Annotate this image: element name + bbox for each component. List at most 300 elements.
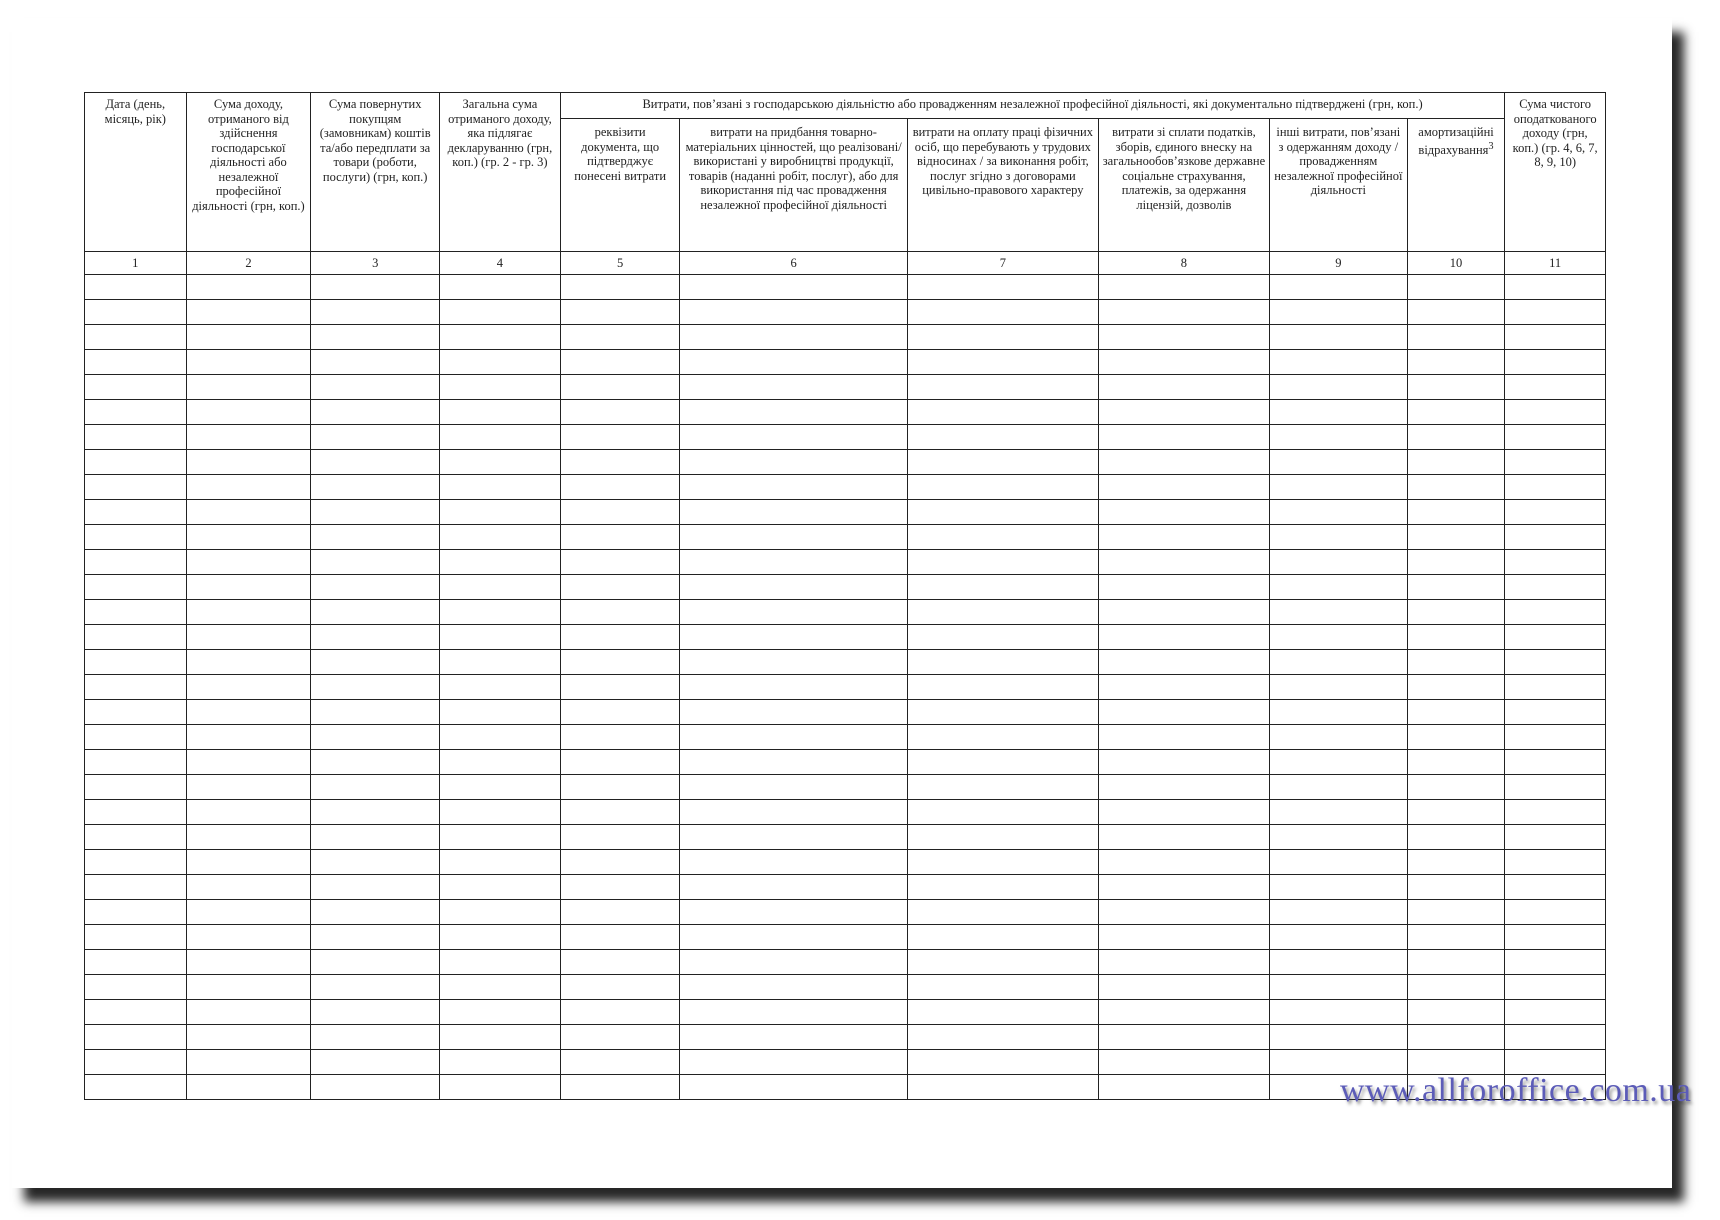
- table-cell[interactable]: [560, 850, 680, 875]
- table-cell[interactable]: [1269, 750, 1407, 775]
- table-cell[interactable]: [311, 800, 440, 825]
- table-cell[interactable]: [1505, 375, 1606, 400]
- table-cell[interactable]: [1407, 700, 1505, 725]
- table-cell[interactable]: [311, 400, 440, 425]
- table-cell[interactable]: [1407, 1050, 1505, 1075]
- table-cell[interactable]: [1505, 975, 1606, 1000]
- table-cell[interactable]: [560, 700, 680, 725]
- table-cell[interactable]: [680, 950, 907, 975]
- table-cell[interactable]: [85, 725, 187, 750]
- table-cell[interactable]: [85, 850, 187, 875]
- table-cell[interactable]: [1505, 950, 1606, 975]
- table-cell[interactable]: [680, 275, 907, 300]
- table-cell[interactable]: [1407, 375, 1505, 400]
- table-cell[interactable]: [186, 550, 311, 575]
- table-cell[interactable]: [1407, 525, 1505, 550]
- table-cell[interactable]: [907, 650, 1098, 675]
- table-cell[interactable]: [186, 1075, 311, 1100]
- table-cell[interactable]: [1505, 575, 1606, 600]
- table-cell[interactable]: [311, 500, 440, 525]
- table-cell[interactable]: [186, 725, 311, 750]
- table-cell[interactable]: [311, 300, 440, 325]
- table-cell[interactable]: [680, 750, 907, 775]
- table-cell[interactable]: [560, 375, 680, 400]
- table-cell[interactable]: [560, 475, 680, 500]
- table-cell[interactable]: [1505, 625, 1606, 650]
- table-cell[interactable]: [85, 575, 187, 600]
- table-cell[interactable]: [440, 875, 561, 900]
- table-cell[interactable]: [311, 825, 440, 850]
- table-cell[interactable]: [85, 450, 187, 475]
- table-cell[interactable]: [440, 975, 561, 1000]
- table-cell[interactable]: [311, 1025, 440, 1050]
- table-cell[interactable]: [1098, 1075, 1269, 1100]
- table-cell[interactable]: [560, 275, 680, 300]
- table-cell[interactable]: [85, 1050, 187, 1075]
- table-cell[interactable]: [1505, 700, 1606, 725]
- table-cell[interactable]: [907, 975, 1098, 1000]
- table-cell[interactable]: [1505, 750, 1606, 775]
- table-cell[interactable]: [907, 1075, 1098, 1100]
- table-cell[interactable]: [440, 850, 561, 875]
- table-cell[interactable]: [85, 525, 187, 550]
- table-cell[interactable]: [186, 475, 311, 500]
- table-cell[interactable]: [1407, 1000, 1505, 1025]
- table-cell[interactable]: [560, 875, 680, 900]
- table-cell[interactable]: [1407, 575, 1505, 600]
- table-cell[interactable]: [1407, 850, 1505, 875]
- table-cell[interactable]: [680, 800, 907, 825]
- table-cell[interactable]: [85, 800, 187, 825]
- table-cell[interactable]: [907, 900, 1098, 925]
- table-cell[interactable]: [1269, 975, 1407, 1000]
- table-cell[interactable]: [1407, 950, 1505, 975]
- table-cell[interactable]: [1407, 675, 1505, 700]
- table-cell[interactable]: [1407, 300, 1505, 325]
- table-cell[interactable]: [1505, 450, 1606, 475]
- table-cell[interactable]: [907, 300, 1098, 325]
- table-cell[interactable]: [680, 900, 907, 925]
- table-cell[interactable]: [311, 975, 440, 1000]
- table-cell[interactable]: [440, 950, 561, 975]
- table-cell[interactable]: [85, 750, 187, 775]
- table-cell[interactable]: [907, 675, 1098, 700]
- table-cell[interactable]: [85, 875, 187, 900]
- table-cell[interactable]: [186, 575, 311, 600]
- table-cell[interactable]: [186, 1000, 311, 1025]
- table-cell[interactable]: [1098, 775, 1269, 800]
- table-cell[interactable]: [680, 1050, 907, 1075]
- table-cell[interactable]: [1505, 400, 1606, 425]
- table-cell[interactable]: [560, 675, 680, 700]
- table-cell[interactable]: [440, 475, 561, 500]
- table-cell[interactable]: [1098, 475, 1269, 500]
- table-cell[interactable]: [1098, 375, 1269, 400]
- table-cell[interactable]: [1269, 500, 1407, 525]
- table-cell[interactable]: [1505, 300, 1606, 325]
- table-cell[interactable]: [1098, 325, 1269, 350]
- table-cell[interactable]: [186, 525, 311, 550]
- table-cell[interactable]: [85, 1025, 187, 1050]
- table-cell[interactable]: [440, 725, 561, 750]
- table-cell[interactable]: [1407, 825, 1505, 850]
- table-cell[interactable]: [907, 850, 1098, 875]
- table-cell[interactable]: [186, 450, 311, 475]
- table-cell[interactable]: [440, 650, 561, 675]
- table-cell[interactable]: [440, 425, 561, 450]
- table-cell[interactable]: [907, 400, 1098, 425]
- table-cell[interactable]: [440, 675, 561, 700]
- table-cell[interactable]: [1505, 550, 1606, 575]
- table-cell[interactable]: [440, 700, 561, 725]
- table-cell[interactable]: [1098, 500, 1269, 525]
- table-cell[interactable]: [85, 775, 187, 800]
- table-cell[interactable]: [1098, 450, 1269, 475]
- table-cell[interactable]: [1269, 325, 1407, 350]
- table-cell[interactable]: [680, 575, 907, 600]
- table-cell[interactable]: [311, 375, 440, 400]
- table-cell[interactable]: [560, 900, 680, 925]
- table-cell[interactable]: [1098, 525, 1269, 550]
- table-cell[interactable]: [1269, 675, 1407, 700]
- table-cell[interactable]: [311, 525, 440, 550]
- table-cell[interactable]: [680, 825, 907, 850]
- table-cell[interactable]: [1269, 575, 1407, 600]
- table-cell[interactable]: [311, 950, 440, 975]
- table-cell[interactable]: [680, 700, 907, 725]
- table-cell[interactable]: [1505, 875, 1606, 900]
- table-cell[interactable]: [1407, 600, 1505, 625]
- table-cell[interactable]: [186, 600, 311, 625]
- table-cell[interactable]: [311, 1000, 440, 1025]
- table-cell[interactable]: [186, 850, 311, 875]
- table-cell[interactable]: [680, 975, 907, 1000]
- table-cell[interactable]: [907, 725, 1098, 750]
- table-cell[interactable]: [85, 350, 187, 375]
- table-cell[interactable]: [1269, 950, 1407, 975]
- table-cell[interactable]: [1505, 475, 1606, 500]
- table-cell[interactable]: [1269, 625, 1407, 650]
- table-cell[interactable]: [440, 325, 561, 350]
- table-cell[interactable]: [85, 550, 187, 575]
- table-cell[interactable]: [1269, 375, 1407, 400]
- table-cell[interactable]: [907, 600, 1098, 625]
- table-cell[interactable]: [311, 700, 440, 725]
- table-cell[interactable]: [1407, 875, 1505, 900]
- table-cell[interactable]: [680, 400, 907, 425]
- table-cell[interactable]: [311, 750, 440, 775]
- table-cell[interactable]: [440, 1025, 561, 1050]
- table-cell[interactable]: [1407, 450, 1505, 475]
- table-cell[interactable]: [186, 400, 311, 425]
- table-cell[interactable]: [311, 625, 440, 650]
- table-cell[interactable]: [1505, 425, 1606, 450]
- table-cell[interactable]: [440, 575, 561, 600]
- table-cell[interactable]: [1505, 1050, 1606, 1075]
- table-cell[interactable]: [1269, 700, 1407, 725]
- table-cell[interactable]: [440, 1000, 561, 1025]
- table-cell[interactable]: [560, 650, 680, 675]
- table-cell[interactable]: [1098, 800, 1269, 825]
- table-cell[interactable]: [1098, 850, 1269, 875]
- table-cell[interactable]: [680, 525, 907, 550]
- table-cell[interactable]: [1407, 325, 1505, 350]
- table-cell[interactable]: [311, 1050, 440, 1075]
- table-cell[interactable]: [680, 675, 907, 700]
- table-cell[interactable]: [1098, 575, 1269, 600]
- table-cell[interactable]: [1407, 750, 1505, 775]
- table-cell[interactable]: [440, 1075, 561, 1100]
- table-cell[interactable]: [1269, 1050, 1407, 1075]
- table-cell[interactable]: [680, 1075, 907, 1100]
- table-cell[interactable]: [680, 875, 907, 900]
- table-cell[interactable]: [680, 550, 907, 575]
- table-cell[interactable]: [440, 525, 561, 550]
- table-cell[interactable]: [1269, 425, 1407, 450]
- table-cell[interactable]: [85, 700, 187, 725]
- table-cell[interactable]: [186, 300, 311, 325]
- table-cell[interactable]: [85, 900, 187, 925]
- table-cell[interactable]: [440, 775, 561, 800]
- table-cell[interactable]: [186, 875, 311, 900]
- table-cell[interactable]: [186, 950, 311, 975]
- table-cell[interactable]: [907, 925, 1098, 950]
- table-cell[interactable]: [907, 1050, 1098, 1075]
- table-cell[interactable]: [311, 600, 440, 625]
- table-cell[interactable]: [1098, 825, 1269, 850]
- table-cell[interactable]: [1098, 300, 1269, 325]
- table-cell[interactable]: [1269, 650, 1407, 675]
- table-cell[interactable]: [311, 550, 440, 575]
- table-cell[interactable]: [1098, 975, 1269, 1000]
- table-cell[interactable]: [680, 300, 907, 325]
- table-cell[interactable]: [680, 775, 907, 800]
- table-cell[interactable]: [560, 400, 680, 425]
- table-cell[interactable]: [186, 425, 311, 450]
- table-cell[interactable]: [1505, 650, 1606, 675]
- table-cell[interactable]: [186, 750, 311, 775]
- table-cell[interactable]: [1505, 525, 1606, 550]
- table-cell[interactable]: [907, 275, 1098, 300]
- table-cell[interactable]: [1269, 300, 1407, 325]
- table-cell[interactable]: [186, 350, 311, 375]
- table-cell[interactable]: [311, 325, 440, 350]
- table-cell[interactable]: [560, 425, 680, 450]
- table-cell[interactable]: [1098, 900, 1269, 925]
- table-cell[interactable]: [1505, 800, 1606, 825]
- table-cell[interactable]: [85, 300, 187, 325]
- table-cell[interactable]: [85, 375, 187, 400]
- table-cell[interactable]: [311, 900, 440, 925]
- table-cell[interactable]: [85, 975, 187, 1000]
- table-cell[interactable]: [1098, 1025, 1269, 1050]
- table-cell[interactable]: [560, 1000, 680, 1025]
- table-cell[interactable]: [560, 800, 680, 825]
- table-cell[interactable]: [186, 650, 311, 675]
- table-cell[interactable]: [85, 500, 187, 525]
- table-cell[interactable]: [440, 1050, 561, 1075]
- table-cell[interactable]: [680, 1025, 907, 1050]
- table-cell[interactable]: [1407, 925, 1505, 950]
- table-cell[interactable]: [1269, 825, 1407, 850]
- table-cell[interactable]: [1505, 350, 1606, 375]
- table-cell[interactable]: [680, 450, 907, 475]
- table-cell[interactable]: [311, 675, 440, 700]
- table-cell[interactable]: [1269, 1000, 1407, 1025]
- table-cell[interactable]: [186, 700, 311, 725]
- table-cell[interactable]: [1269, 275, 1407, 300]
- table-cell[interactable]: [186, 825, 311, 850]
- table-cell[interactable]: [1505, 850, 1606, 875]
- table-cell[interactable]: [1269, 925, 1407, 950]
- table-cell[interactable]: [1269, 550, 1407, 575]
- table-cell[interactable]: [907, 425, 1098, 450]
- table-cell[interactable]: [560, 1050, 680, 1075]
- table-cell[interactable]: [560, 450, 680, 475]
- table-cell[interactable]: [186, 925, 311, 950]
- table-cell[interactable]: [311, 1075, 440, 1100]
- table-cell[interactable]: [1407, 650, 1505, 675]
- table-cell[interactable]: [1505, 275, 1606, 300]
- table-cell[interactable]: [907, 800, 1098, 825]
- table-cell[interactable]: [85, 950, 187, 975]
- table-cell[interactable]: [186, 800, 311, 825]
- table-cell[interactable]: [680, 650, 907, 675]
- table-cell[interactable]: [311, 850, 440, 875]
- table-cell[interactable]: [85, 650, 187, 675]
- table-cell[interactable]: [1407, 500, 1505, 525]
- table-cell[interactable]: [560, 350, 680, 375]
- table-cell[interactable]: [440, 275, 561, 300]
- table-cell[interactable]: [1407, 775, 1505, 800]
- table-cell[interactable]: [907, 475, 1098, 500]
- table-cell[interactable]: [1269, 725, 1407, 750]
- table-cell[interactable]: [1505, 675, 1606, 700]
- table-cell[interactable]: [560, 950, 680, 975]
- table-cell[interactable]: [680, 375, 907, 400]
- table-cell[interactable]: [186, 325, 311, 350]
- table-cell[interactable]: [440, 375, 561, 400]
- table-cell[interactable]: [186, 275, 311, 300]
- table-cell[interactable]: [560, 1025, 680, 1050]
- table-cell[interactable]: [680, 1000, 907, 1025]
- table-cell[interactable]: [1505, 600, 1606, 625]
- table-cell[interactable]: [440, 400, 561, 425]
- table-cell[interactable]: [1505, 825, 1606, 850]
- table-cell[interactable]: [1407, 800, 1505, 825]
- table-cell[interactable]: [1098, 675, 1269, 700]
- table-cell[interactable]: [1407, 475, 1505, 500]
- table-cell[interactable]: [1407, 1025, 1505, 1050]
- table-cell[interactable]: [311, 725, 440, 750]
- table-cell[interactable]: [186, 500, 311, 525]
- table-cell[interactable]: [186, 675, 311, 700]
- table-cell[interactable]: [440, 450, 561, 475]
- table-cell[interactable]: [1407, 425, 1505, 450]
- table-cell[interactable]: [907, 750, 1098, 775]
- table-cell[interactable]: [1098, 650, 1269, 675]
- table-cell[interactable]: [85, 400, 187, 425]
- table-cell[interactable]: [1407, 275, 1505, 300]
- table-cell[interactable]: [1098, 1000, 1269, 1025]
- table-cell[interactable]: [907, 550, 1098, 575]
- table-cell[interactable]: [907, 500, 1098, 525]
- table-cell[interactable]: [85, 325, 187, 350]
- table-cell[interactable]: [680, 850, 907, 875]
- table-cell[interactable]: [1098, 950, 1269, 975]
- table-cell[interactable]: [560, 325, 680, 350]
- table-cell[interactable]: [1505, 500, 1606, 525]
- table-cell[interactable]: [560, 575, 680, 600]
- table-cell[interactable]: [1407, 350, 1505, 375]
- table-cell[interactable]: [440, 750, 561, 775]
- table-cell[interactable]: [907, 325, 1098, 350]
- table-cell[interactable]: [1505, 925, 1606, 950]
- table-cell[interactable]: [680, 425, 907, 450]
- table-cell[interactable]: [680, 600, 907, 625]
- table-cell[interactable]: [907, 625, 1098, 650]
- table-cell[interactable]: [1098, 425, 1269, 450]
- table-cell[interactable]: [1407, 900, 1505, 925]
- table-cell[interactable]: [186, 1050, 311, 1075]
- table-cell[interactable]: [85, 275, 187, 300]
- table-cell[interactable]: [85, 675, 187, 700]
- table-cell[interactable]: [680, 725, 907, 750]
- table-cell[interactable]: [907, 1025, 1098, 1050]
- table-cell[interactable]: [907, 875, 1098, 900]
- table-cell[interactable]: [907, 775, 1098, 800]
- table-cell[interactable]: [85, 925, 187, 950]
- table-cell[interactable]: [560, 500, 680, 525]
- table-cell[interactable]: [1269, 800, 1407, 825]
- table-cell[interactable]: [907, 1000, 1098, 1025]
- table-cell[interactable]: [560, 550, 680, 575]
- table-cell[interactable]: [85, 600, 187, 625]
- table-cell[interactable]: [311, 650, 440, 675]
- table-cell[interactable]: [1505, 725, 1606, 750]
- table-cell[interactable]: [1505, 775, 1606, 800]
- table-cell[interactable]: [1407, 550, 1505, 575]
- table-cell[interactable]: [311, 450, 440, 475]
- table-cell[interactable]: [85, 425, 187, 450]
- table-cell[interactable]: [1098, 1050, 1269, 1075]
- table-cell[interactable]: [907, 700, 1098, 725]
- table-cell[interactable]: [1505, 1000, 1606, 1025]
- table-cell[interactable]: [1505, 900, 1606, 925]
- table-cell[interactable]: [1269, 450, 1407, 475]
- table-cell[interactable]: [680, 500, 907, 525]
- table-cell[interactable]: [85, 625, 187, 650]
- table-cell[interactable]: [186, 375, 311, 400]
- table-cell[interactable]: [85, 1075, 187, 1100]
- table-cell[interactable]: [680, 925, 907, 950]
- table-cell[interactable]: [680, 625, 907, 650]
- table-cell[interactable]: [560, 725, 680, 750]
- table-cell[interactable]: [1269, 400, 1407, 425]
- table-cell[interactable]: [1407, 625, 1505, 650]
- table-cell[interactable]: [1269, 600, 1407, 625]
- table-cell[interactable]: [186, 900, 311, 925]
- table-cell[interactable]: [311, 275, 440, 300]
- table-cell[interactable]: [186, 625, 311, 650]
- table-cell[interactable]: [560, 300, 680, 325]
- table-cell[interactable]: [311, 775, 440, 800]
- table-cell[interactable]: [440, 625, 561, 650]
- table-cell[interactable]: [440, 600, 561, 625]
- table-cell[interactable]: [311, 925, 440, 950]
- table-cell[interactable]: [1098, 625, 1269, 650]
- table-cell[interactable]: [85, 1000, 187, 1025]
